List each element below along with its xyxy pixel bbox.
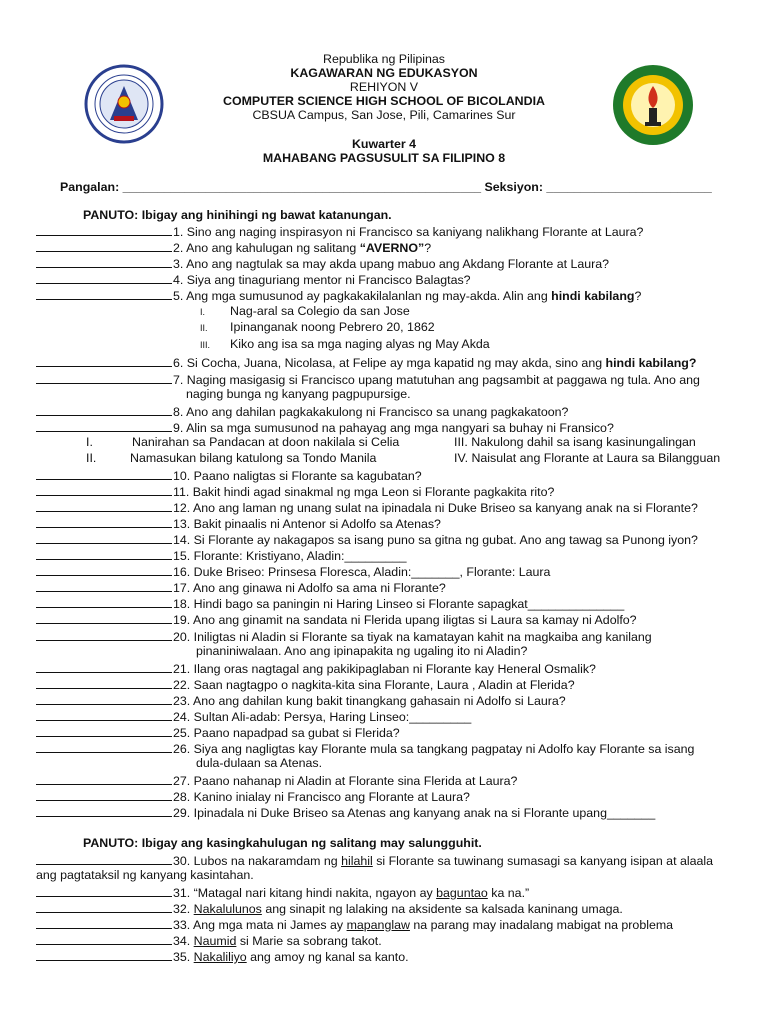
answer-blank[interactable]	[36, 403, 172, 416]
answer-blank[interactable]	[36, 884, 172, 897]
school-address: CBSUA Campus, San Jose, Pili, Camarines Sur	[252, 108, 516, 122]
name-field[interactable]: ____________________________________________________	[122, 180, 481, 194]
answer-blank[interactable]	[36, 788, 172, 801]
answer-blank[interactable]	[36, 611, 172, 624]
answer-blank[interactable]	[36, 804, 172, 817]
quarter-label: Kuwarter 4	[351, 137, 417, 151]
question-8: 8. Ano ang dahilan pagkakakulong ni Francisco sa unang pagkakatoon?	[36, 403, 568, 420]
name-label: Pangalan:	[60, 180, 123, 194]
question-6: 6. Si Cocha, Juana, Nicolasa, at Felipe ay mga kapatid ng may akda, sino ang hindi kabilang?	[36, 354, 696, 371]
answer-blank[interactable]	[36, 932, 172, 945]
question-35: 35. Nakaliliyo ang amoy ng kanal sa kanto.	[36, 948, 409, 965]
question-29: 29. Ipinadala ni Duke Briseo sa Atenas ang kanyang anak na si Florante upang_______	[36, 804, 655, 821]
answer-blank[interactable]	[36, 579, 172, 592]
q9-option-ii: II. Namasukan bilang katulong sa Tondo Manila	[86, 451, 377, 465]
question-20: 20. Iniligtas ni Aladin si Florante sa tiyak na kamatayan kahit na magkaiba ang kanilang	[36, 628, 652, 645]
section-label: Seksiyon:	[481, 180, 547, 194]
question-2: 2. Ano ang kahulugan ng salitang “AVERNO”?	[36, 239, 431, 256]
question-31: 31. “Matagal nari kitang hindi nakita, ngayon ay baguntao ka na.”	[36, 884, 529, 901]
exam-title: MAHABANG PAGSUSULIT SA FILIPINO 8	[262, 151, 506, 165]
answer-blank[interactable]	[36, 595, 172, 608]
answer-blank[interactable]	[36, 354, 172, 367]
answer-blank[interactable]	[36, 255, 172, 268]
q9-option-iii: III. Nakulong dahil sa isang kasinungalingan	[454, 435, 696, 449]
question-7: 7. Naging masigasig si Francisco upang matutuhan ang pagsambit at paggawa ng tula. Ano ang	[36, 371, 700, 388]
answer-blank[interactable]	[36, 547, 172, 560]
answer-blank[interactable]	[36, 223, 172, 236]
school-name: COMPUTER SCIENCE HIGH SCHOOL OF BICOLANDIA	[223, 94, 545, 108]
question-10: 10. Paano naligtas si Florante sa kagubatan?	[36, 467, 422, 484]
question-26-cont: dula-dulaan sa Atenas.	[196, 756, 323, 770]
question-20-cont: pinaniniwalaan. Ano ang ipinapakita ng ugaling ito ni Aladin?	[196, 644, 528, 658]
answer-blank[interactable]	[36, 628, 172, 641]
question-14: 14. Si Florante ay nakagapos sa isang puno sa gitna ng gubat. Ano ang tawag sa Punong iyon?	[36, 531, 698, 548]
question-1: 1. Sino ang naging inspirasyon ni Francisco sa kaniyang nalikhang Florante at Laura?	[36, 223, 643, 240]
answer-blank[interactable]	[36, 708, 172, 721]
question-26: 26. Siya ang nagligtas kay Florante mula sa tangkang pagpatay ni Adolfo kay Florante sa isang	[36, 740, 694, 757]
name-section-row	[60, 180, 712, 195]
q5-option-1: I. Nag-aral sa Colegio da san Jose	[200, 304, 410, 318]
question-27: 27. Paano nahanap ni Aladin at Florante sina Flerida at Laura?	[36, 772, 517, 789]
q5-option-2: II. Ipinanganak noong Pebrero 20, 1862	[200, 320, 435, 334]
answer-blank[interactable]	[36, 724, 172, 737]
question-22: 22. Saan nagtagpo o nagkita-kita sina Florante, Laura , Aladin at Flerida?	[36, 676, 575, 693]
q5-option-3: III. Kiko ang isa sa mga naging alyas ng May Akda	[200, 337, 490, 351]
answer-blank[interactable]	[36, 852, 172, 865]
answer-blank[interactable]	[36, 515, 172, 528]
question-30: 30. Lubos na nakaramdam ng hilahil si Florante sa tuwinang sumasagi sa kanyang isipan at alaala	[36, 852, 713, 869]
answer-blank[interactable]	[36, 740, 172, 753]
department-line: KAGAWARAN NG EDUKASYON	[290, 66, 478, 80]
answer-blank[interactable]	[36, 660, 172, 673]
question-4: 4. Siya ang tinaguriang mentor ni Francisco Balagtas?	[36, 271, 471, 288]
answer-blank[interactable]	[36, 239, 172, 252]
section-field[interactable]: ________________________	[546, 180, 712, 194]
part1-directions: PANUTO: Ibigay ang hinihingi ng bawat katanungan.	[83, 208, 392, 222]
question-21: 21. Ilang oras nagtagal ang pakikipaglaban ni Florante kay Heneral Osmalik?	[36, 660, 596, 677]
question-25: 25. Paano napadpad sa gubat si Flerida?	[36, 724, 400, 741]
answer-blank[interactable]	[36, 483, 172, 496]
question-23: 23. Ano ang dahilan kung bakit tinangkang gahasain ni Adolfo si Laura?	[36, 692, 566, 709]
question-15: 15. Florante: Kristiyano, Aladin:_________	[36, 547, 407, 564]
question-18: 18. Hindi bago sa paningin ni Haring Linseo si Florante sapagkat______________	[36, 595, 624, 612]
question-32: 32. Nakalulunos ang sinapit ng lalaking na aksidente sa kalsada kaninang umaga.	[36, 900, 623, 917]
answer-blank[interactable]	[36, 692, 172, 705]
q9-option-iv: IV. Naisulat ang Florante at Laura sa Bilangguan	[454, 451, 721, 465]
answer-blank[interactable]	[36, 948, 172, 961]
answer-blank[interactable]	[36, 419, 172, 432]
question-19: 19. Ano ang ginamit na sandata ni Flerida upang iligtas si Laura sa kamay ni Adolfo?	[36, 611, 637, 628]
question-5: 5. Ang mga sumusunod ay pagkakakilalanlan ng may-akda. Alin ang hindi kabilang?	[36, 287, 641, 304]
answer-blank[interactable]	[36, 531, 172, 544]
answer-blank[interactable]	[36, 467, 172, 480]
answer-blank[interactable]	[36, 499, 172, 512]
republic-line: Republika ng Pilipinas	[323, 52, 445, 66]
answer-blank[interactable]	[36, 676, 172, 689]
question-17: 17. Ano ang ginawa ni Adolfo sa ama ni Florante?	[36, 579, 446, 596]
answer-blank[interactable]	[36, 772, 172, 785]
question-12: 12. Ano ang laman ng unang sulat na ipinadala ni Duke Briseo sa kanyang anak na si Florante?	[36, 499, 698, 516]
question-30-cont: ang pagtataksil ng kanyang kasintahan.	[36, 868, 254, 882]
answer-blank[interactable]	[36, 916, 172, 929]
question-33: 33. Ang mga mata ni James ay mapanglaw na parang may inadalang mabigat na problema	[36, 916, 673, 933]
region-line: REHIYON V	[349, 80, 419, 94]
question-11: 11. Bakit hindi agad sinakmal ng mga Leon si Florante pagkakita rito?	[36, 483, 554, 500]
answer-blank[interactable]	[36, 371, 172, 384]
answer-blank[interactable]	[36, 287, 172, 300]
part2-directions: PANUTO: Ibigay ang kasingkahulugan ng salitang may salungguhit.	[83, 836, 482, 850]
q9-option-i: I. Nanirahan sa Pandacan at doon nakilala si Celia	[86, 435, 400, 449]
question-28: 28. Kanino inialay ni Francisco ang Florante at Laura?	[36, 788, 470, 805]
question-7-cont: naging bunga ng kanyang pagpupursige.	[186, 387, 411, 401]
question-9: 9. Alin sa mga sumusunod na pahayag ang mga nangyari sa buhay ni Fransico?	[36, 419, 614, 436]
question-13: 13. Bakit pinaalis ni Antenor si Adolfo sa Atenas?	[36, 515, 441, 532]
answer-blank[interactable]	[36, 271, 172, 284]
question-34: 34. Naumid si Marie sa sobrang takot.	[36, 932, 382, 949]
answer-blank[interactable]	[36, 563, 172, 576]
question-3: 3. Ano ang nagtulak sa may akda upang mabuo ang Akdang Florante at Laura?	[36, 255, 609, 272]
question-16: 16. Duke Briseo: Prinsesa Floresca, Aladin:_______, Florante: Laura	[36, 563, 550, 580]
answer-blank[interactable]	[36, 900, 172, 913]
question-24: 24. Sultan Ali-adab: Persya, Haring Linseo:_________	[36, 708, 471, 725]
